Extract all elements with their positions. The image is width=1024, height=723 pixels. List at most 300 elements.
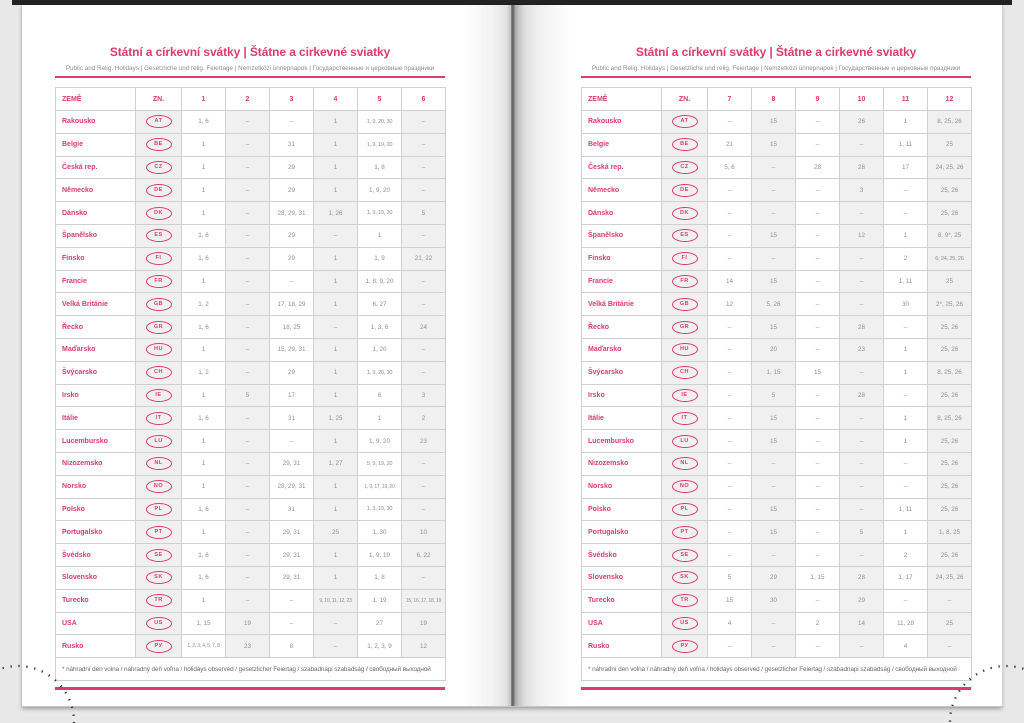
table-row	[56, 133, 446, 156]
holiday-days-cell: 31	[270, 133, 314, 156]
holiday-days-cell: –	[226, 475, 270, 498]
holiday-days-cell: 2*, 25, 26	[928, 293, 972, 316]
country-name: Řecko	[56, 316, 136, 339]
country-code-cell	[136, 566, 182, 589]
country-code-badge: ES	[146, 229, 172, 242]
holiday-days-cell: 15, 16, 17, 18, 19	[402, 589, 446, 612]
page-subtitle: Public and Relig. Holidays | Gesetzliche und relig. Feiertage | Nemzetközi ünnepnapok | Государственные и церковные праздники	[65, 65, 435, 72]
holiday-days-cell: –	[402, 338, 446, 361]
holiday-days-cell: 1	[884, 521, 928, 544]
country-name: USA	[56, 612, 136, 635]
holiday-days-cell: 17, 18, 29	[270, 293, 314, 316]
country-code-badge: BE	[672, 138, 698, 151]
holiday-days-cell: –	[796, 179, 840, 202]
country-code-cell	[136, 270, 182, 293]
holiday-days-cell: –	[226, 293, 270, 316]
country-name: Švédsko	[582, 544, 662, 567]
holiday-days-cell: 2	[402, 407, 446, 430]
holiday-days-cell: –	[840, 293, 884, 316]
country-name: Norsko	[56, 475, 136, 498]
holiday-days-cell: –	[708, 179, 752, 202]
country-code-cell	[662, 224, 708, 247]
table-row	[56, 452, 446, 475]
country-code-badge: IE	[672, 389, 698, 402]
table-row	[582, 293, 972, 316]
holiday-days-cell: 25, 26	[928, 338, 972, 361]
holiday-days-cell: 1, 8, 9, 20	[358, 270, 402, 293]
holiday-days-cell: 1, 2, 3, 9	[358, 635, 402, 658]
holiday-days-cell: 5	[708, 566, 752, 589]
holiday-days-cell: –	[752, 247, 796, 270]
holiday-days-cell: 1	[314, 133, 358, 156]
holiday-days-cell: –	[840, 133, 884, 156]
holiday-days-cell: 25	[928, 133, 972, 156]
holiday-days-cell: 29	[270, 156, 314, 179]
holiday-days-cell: –	[314, 635, 358, 658]
holiday-days-cell: –	[226, 133, 270, 156]
holiday-days-cell: –	[752, 156, 796, 179]
country-code-badge: DE	[672, 184, 698, 197]
holiday-days-cell: 21, 22	[402, 247, 446, 270]
page-subtitle: Public and Relig. Holidays | Gesetzliche und relig. Feiertage | Nemzetközi ünnepnapok | Государственные и церковные праздники	[591, 65, 961, 72]
holiday-days-cell: 23	[840, 338, 884, 361]
holiday-days-cell: 1	[314, 498, 358, 521]
holiday-days-cell: –	[402, 111, 446, 134]
holiday-days-cell: 1	[182, 270, 226, 293]
holiday-days-cell: 1	[314, 179, 358, 202]
country-code-badge: РУ	[672, 640, 698, 653]
holidays-table-months-1-6	[55, 87, 446, 681]
country-code-badge: NL	[146, 457, 172, 470]
holiday-days-cell: 23	[226, 635, 270, 658]
column-header: 8	[752, 88, 796, 111]
holiday-days-cell: 1	[182, 156, 226, 179]
holiday-days-cell: 15	[752, 224, 796, 247]
country-name: Lucembursko	[582, 430, 662, 453]
table-row	[582, 361, 972, 384]
holiday-days-cell: 1, 15	[796, 566, 840, 589]
header-row	[56, 88, 446, 111]
holiday-days-cell: 2	[884, 247, 928, 270]
holiday-days-cell: 29, 31	[270, 452, 314, 475]
country-name: Turecko	[56, 589, 136, 612]
country-code-cell	[662, 452, 708, 475]
country-code-cell	[136, 521, 182, 544]
country-name: Turecko	[582, 589, 662, 612]
subtitle-rule	[55, 76, 445, 78]
country-name: Německo	[56, 179, 136, 202]
holiday-days-cell: –	[226, 224, 270, 247]
table-row	[56, 224, 446, 247]
holiday-days-cell: –	[270, 612, 314, 635]
holiday-days-cell: 17	[270, 384, 314, 407]
country-code-badge: AT	[146, 115, 172, 128]
holiday-days-cell: –	[796, 111, 840, 134]
country-code-badge: FI	[146, 252, 172, 265]
holiday-days-cell: 1	[358, 224, 402, 247]
holiday-days-cell: 6, 24, 25, 26	[928, 247, 972, 270]
column-header: 11	[884, 88, 928, 111]
country-code-cell	[662, 111, 708, 134]
table-row	[56, 407, 446, 430]
country-code-cell	[136, 202, 182, 225]
column-header: ZEMĚ	[56, 88, 136, 111]
holiday-days-cell: 29, 31	[270, 544, 314, 567]
country-code-cell	[136, 612, 182, 635]
holiday-days-cell: –	[402, 224, 446, 247]
holiday-days-cell: –	[796, 452, 840, 475]
holiday-days-cell: 1	[182, 338, 226, 361]
country-code-cell	[136, 475, 182, 498]
holiday-days-cell: 8	[270, 635, 314, 658]
country-code-cell	[662, 247, 708, 270]
holiday-days-cell: –	[796, 338, 840, 361]
table-row	[56, 384, 446, 407]
holiday-days-cell: 12	[402, 635, 446, 658]
holiday-days-cell: –	[796, 635, 840, 658]
table-row	[56, 338, 446, 361]
holiday-days-cell: 8, 25, 26	[928, 111, 972, 134]
column-header: 5	[358, 88, 402, 111]
table-row	[582, 156, 972, 179]
holiday-days-cell: 1, 19	[358, 589, 402, 612]
holiday-days-cell: 15	[796, 361, 840, 384]
table-row	[582, 475, 972, 498]
holiday-days-cell: –	[402, 133, 446, 156]
holiday-days-cell: 29	[752, 566, 796, 589]
country-name: Lucembursko	[56, 430, 136, 453]
holiday-days-cell: 15	[752, 521, 796, 544]
holiday-days-cell: 1, 30	[358, 521, 402, 544]
country-name: USA	[582, 612, 662, 635]
country-name: Švýcarsko	[582, 361, 662, 384]
holiday-days-cell: –	[928, 635, 972, 658]
holiday-days-cell: 26	[840, 111, 884, 134]
table-row	[56, 316, 446, 339]
country-code-cell	[136, 133, 182, 156]
holiday-days-cell: 18, 25	[270, 316, 314, 339]
holiday-days-cell: 15	[752, 498, 796, 521]
table-row	[582, 589, 972, 612]
country-code-badge: SK	[672, 571, 698, 584]
holiday-days-cell: –	[796, 407, 840, 430]
holiday-days-cell: 28	[840, 156, 884, 179]
table-row	[56, 475, 446, 498]
table-row	[582, 566, 972, 589]
country-name: Itálie	[582, 407, 662, 430]
table-row	[582, 247, 972, 270]
holiday-days-cell: 1	[314, 247, 358, 270]
holiday-days-cell: 1, 20	[358, 338, 402, 361]
holiday-days-cell: 25, 26	[928, 202, 972, 225]
column-header: 10	[840, 88, 884, 111]
country-code-cell	[136, 111, 182, 134]
subtitle-rule	[581, 76, 971, 78]
page-left	[22, 5, 511, 706]
holiday-days-cell: 1	[314, 156, 358, 179]
footnote-row	[56, 658, 446, 681]
country-code-badge: US	[672, 617, 698, 630]
country-code-badge: FI	[672, 252, 698, 265]
holiday-days-cell: 4	[884, 635, 928, 658]
holiday-days-cell: –	[796, 293, 840, 316]
holiday-days-cell: 1, 9, 19, 20	[358, 202, 402, 225]
holiday-days-cell: 1, 9, 19, 20	[358, 133, 402, 156]
country-name: Švýcarsko	[56, 361, 136, 384]
holiday-days-cell: 28	[840, 384, 884, 407]
holiday-days-cell: 1	[314, 544, 358, 567]
country-name: Nizozemsko	[56, 452, 136, 475]
holiday-days-cell: –	[226, 566, 270, 589]
holiday-days-cell: 15	[752, 270, 796, 293]
country-code-badge: LU	[672, 435, 698, 448]
holiday-days-cell: –	[752, 202, 796, 225]
holiday-days-cell: 14	[840, 612, 884, 635]
holiday-days-cell: –	[226, 111, 270, 134]
column-header: 1	[182, 88, 226, 111]
country-name: Rakousko	[582, 111, 662, 134]
holiday-days-cell: –	[840, 635, 884, 658]
holiday-days-cell: –	[708, 316, 752, 339]
country-name: Španělsko	[582, 224, 662, 247]
holiday-days-cell: –	[796, 316, 840, 339]
table-row	[56, 612, 446, 635]
country-code-badge: NO	[672, 480, 698, 493]
table-row	[56, 361, 446, 384]
country-name: Španělsko	[56, 224, 136, 247]
holiday-days-cell: –	[402, 156, 446, 179]
country-code-cell	[662, 566, 708, 589]
holiday-days-cell: 1	[314, 338, 358, 361]
country-code-cell	[136, 544, 182, 567]
column-header: 7	[708, 88, 752, 111]
corner-perforation-dots-right	[946, 662, 1024, 723]
holiday-days-cell: 1	[182, 384, 226, 407]
country-code-badge: GR	[146, 321, 172, 334]
holiday-days-cell: 1, 25	[314, 407, 358, 430]
table-row	[582, 338, 972, 361]
holiday-days-cell: 1	[314, 430, 358, 453]
country-code-cell	[662, 316, 708, 339]
holiday-days-cell: –	[928, 589, 972, 612]
country-code-cell	[662, 589, 708, 612]
holiday-days-cell: 1	[358, 407, 402, 430]
holiday-days-cell: 10	[402, 521, 446, 544]
holiday-days-cell: –	[840, 498, 884, 521]
table-footnote: * náhradní den volna / náhradný deň voľna / holidays observed / gesetzlicher Feiertag / szabadnapi szabadság / свободный выходной	[582, 658, 972, 681]
holiday-days-cell: 28	[840, 316, 884, 339]
country-code-cell	[662, 635, 708, 658]
country-code-cell	[662, 202, 708, 225]
holidays-table-months-7-12	[581, 87, 972, 681]
country-code-cell	[662, 270, 708, 293]
column-header: 2	[226, 88, 270, 111]
table-row	[56, 202, 446, 225]
holiday-days-cell: –	[708, 111, 752, 134]
country-code-cell	[136, 452, 182, 475]
holiday-days-cell: –	[840, 452, 884, 475]
holiday-days-cell: 5, 26	[752, 293, 796, 316]
holiday-days-cell: 1	[182, 452, 226, 475]
country-code-cell	[136, 179, 182, 202]
country-code-badge: GB	[146, 298, 172, 311]
holiday-days-cell: –	[708, 635, 752, 658]
bottom-rule	[55, 687, 445, 690]
country-name: Polsko	[582, 498, 662, 521]
column-header: 3	[270, 88, 314, 111]
country-name: Francie	[582, 270, 662, 293]
country-name: Norsko	[582, 475, 662, 498]
country-name: Řecko	[582, 316, 662, 339]
holiday-days-cell: 1, 11	[884, 270, 928, 293]
holiday-days-cell: 1	[884, 338, 928, 361]
holiday-days-cell: 1, 9	[358, 247, 402, 270]
country-code-badge: TR	[672, 594, 698, 607]
holiday-days-cell: 15	[752, 430, 796, 453]
holiday-days-cell: 1	[314, 111, 358, 134]
holiday-days-cell: –	[752, 544, 796, 567]
corner-perforation-dots-left	[0, 662, 78, 723]
footnote-row	[582, 658, 972, 681]
holiday-days-cell: 1	[314, 270, 358, 293]
holiday-days-cell: 19	[226, 612, 270, 635]
holiday-days-cell: –	[840, 270, 884, 293]
holiday-days-cell: –	[226, 361, 270, 384]
holiday-days-cell: –	[840, 407, 884, 430]
holiday-days-cell: –	[226, 498, 270, 521]
holiday-days-cell: –	[752, 635, 796, 658]
holiday-days-cell: 1, 11	[884, 133, 928, 156]
holiday-days-cell: 12	[840, 224, 884, 247]
country-code-cell	[662, 293, 708, 316]
country-code-cell	[136, 316, 182, 339]
holiday-days-cell: 6, 27	[358, 293, 402, 316]
page-left-content	[55, 5, 445, 690]
holiday-days-cell: –	[226, 270, 270, 293]
holiday-days-cell: 3	[840, 179, 884, 202]
holiday-days-cell: –	[708, 544, 752, 567]
holiday-days-cell: 25, 26	[928, 316, 972, 339]
country-name: Velká Británie	[582, 293, 662, 316]
holiday-days-cell: 25, 26	[928, 179, 972, 202]
holiday-days-cell: 1, 6	[182, 407, 226, 430]
table-row	[582, 384, 972, 407]
country-code-cell	[662, 338, 708, 361]
holiday-days-cell: 1	[182, 521, 226, 544]
holiday-days-cell: –	[402, 179, 446, 202]
holiday-days-cell: 30	[752, 589, 796, 612]
country-code-cell	[662, 384, 708, 407]
country-name: Rusko	[56, 635, 136, 658]
country-name: Česká rep.	[582, 156, 662, 179]
holiday-days-cell: –	[314, 316, 358, 339]
country-name: Nizozemsko	[582, 452, 662, 475]
country-code-cell	[136, 293, 182, 316]
country-code-cell	[662, 498, 708, 521]
country-name: Polsko	[56, 498, 136, 521]
country-name: Velká Británie	[56, 293, 136, 316]
holiday-days-cell: –	[752, 179, 796, 202]
holiday-days-cell: 1, 8	[358, 566, 402, 589]
holiday-days-cell: 21	[708, 133, 752, 156]
country-code-badge: FR	[672, 275, 698, 288]
holiday-days-cell: –	[708, 338, 752, 361]
holiday-days-cell: –	[796, 498, 840, 521]
table-row	[582, 452, 972, 475]
table-row	[56, 635, 446, 658]
country-code-badge: HU	[146, 343, 172, 356]
holiday-days-cell: 1, 6	[182, 224, 226, 247]
holiday-days-cell: 15	[752, 133, 796, 156]
country-name: Dánsko	[56, 202, 136, 225]
holiday-days-cell: 1	[182, 133, 226, 156]
country-code-badge: NL	[672, 457, 698, 470]
holiday-days-cell: 1	[314, 475, 358, 498]
holiday-days-cell: –	[226, 521, 270, 544]
holiday-days-cell: –	[402, 566, 446, 589]
holiday-days-cell: 1, 6	[182, 566, 226, 589]
column-header: 9	[796, 88, 840, 111]
table-row	[582, 270, 972, 293]
holiday-days-cell: 24	[402, 316, 446, 339]
holiday-days-cell: 1	[884, 111, 928, 134]
holiday-days-cell: 1, 6	[182, 498, 226, 521]
holiday-days-cell: –	[708, 475, 752, 498]
holiday-days-cell: 1, 17	[884, 566, 928, 589]
country-code-badge: CH	[672, 366, 698, 379]
holiday-days-cell: 15, 29, 31	[270, 338, 314, 361]
holiday-days-cell: 28, 29, 31	[270, 202, 314, 225]
column-header: ZN.	[136, 88, 182, 111]
holiday-days-cell: –	[708, 384, 752, 407]
country-code-badge: IT	[146, 412, 172, 425]
holiday-days-cell: 6	[358, 384, 402, 407]
country-code-cell	[136, 361, 182, 384]
country-code-cell	[662, 430, 708, 453]
column-header: 6	[402, 88, 446, 111]
holiday-days-cell: –	[708, 452, 752, 475]
holiday-days-cell: –	[840, 361, 884, 384]
country-code-badge: TR	[146, 594, 172, 607]
holiday-days-cell: –	[226, 316, 270, 339]
holiday-days-cell: 15	[752, 316, 796, 339]
table-row	[582, 612, 972, 635]
holiday-days-cell: 15	[708, 589, 752, 612]
holiday-days-cell: 28	[796, 156, 840, 179]
holiday-days-cell: 1, 27	[314, 452, 358, 475]
holiday-days-cell: 25	[928, 270, 972, 293]
holiday-days-cell: 29	[840, 589, 884, 612]
holiday-days-cell: –	[884, 202, 928, 225]
country-code-badge: NO	[146, 480, 172, 493]
country-code-badge: AT	[672, 115, 698, 128]
holiday-days-cell: –	[840, 544, 884, 567]
holiday-days-cell: 15	[752, 111, 796, 134]
table-row	[582, 224, 972, 247]
holiday-days-cell: 24, 25, 26	[928, 156, 972, 179]
holiday-days-cell: 11, 28	[884, 612, 928, 635]
holiday-days-cell: –	[226, 430, 270, 453]
holiday-days-cell: 17	[884, 156, 928, 179]
holiday-days-cell: 29	[270, 361, 314, 384]
holiday-days-cell: –	[796, 430, 840, 453]
table-row	[582, 111, 972, 134]
table-row	[582, 635, 972, 658]
country-code-cell	[662, 156, 708, 179]
country-name: Slovensko	[56, 566, 136, 589]
table-row	[582, 544, 972, 567]
holiday-days-cell: 1	[884, 407, 928, 430]
